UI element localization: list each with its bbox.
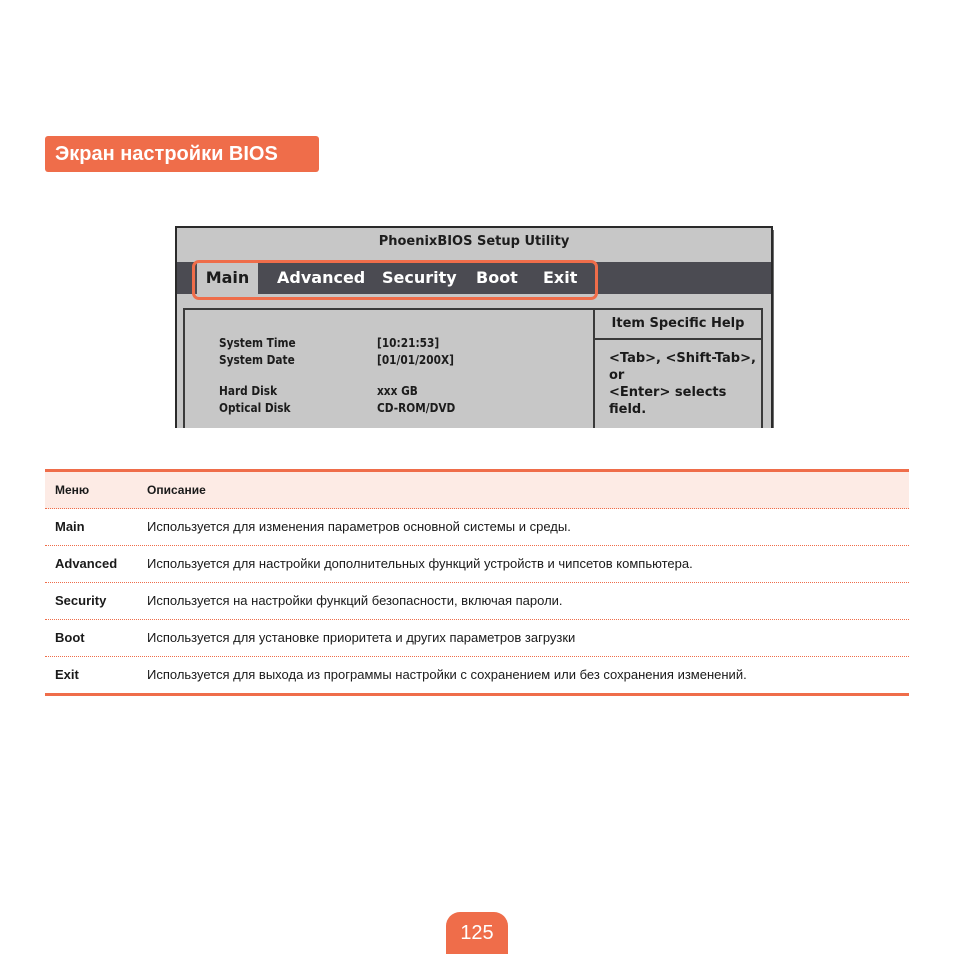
row-description: Используется для настройки дополнительных функций устройств и чипсетов компьютера.: [147, 556, 693, 571]
field-value-optical-disk: CD-ROM/DVD: [377, 401, 456, 415]
field-value-system-date[interactable]: [01/01/200X]: [377, 353, 454, 367]
menu-highlight-frame: [192, 260, 598, 300]
bios-menu-boot[interactable]: Boot: [476, 268, 518, 287]
bios-menu-advanced[interactable]: Advanced: [277, 268, 366, 287]
row-menu: Boot: [55, 630, 85, 645]
bios-help-panel: [593, 308, 763, 428]
field-label-system-time: System Time: [219, 336, 296, 350]
page-number: 125: [446, 912, 508, 954]
table-header-row: [45, 472, 909, 509]
bios-menu-main[interactable]: Main: [197, 262, 258, 294]
help-text-line-2: <Enter> selects field.: [609, 385, 727, 417]
table-row: [45, 657, 909, 693]
bios-title: PhoenixBIOS Setup Utility: [378, 234, 570, 249]
table-row: [45, 620, 909, 657]
row-description: Используется для выхода из программы настройки с сохранением или без сохранения изменений.: [147, 667, 747, 682]
section-title: Экран настройки BIOS: [45, 136, 319, 172]
menu-description-table: [45, 469, 909, 696]
field-value-system-time[interactable]: [10:21:53]: [377, 336, 440, 350]
table-row: [45, 583, 909, 620]
bios-menu-exit[interactable]: Exit: [543, 268, 578, 287]
row-menu: Main: [55, 519, 85, 534]
help-header: Item Specific Help: [595, 310, 761, 340]
bios-menu-security[interactable]: Security: [382, 268, 457, 287]
field-label-hard-disk: Hard Disk: [219, 384, 278, 398]
table-row: [45, 509, 909, 546]
row-description: Используется для установке приоритета и других параметров загрузки: [147, 630, 576, 645]
bios-screenshot: [175, 226, 773, 428]
field-label-system-date: System Date: [219, 353, 295, 367]
field-value-hard-disk: xxx GB: [377, 384, 418, 398]
row-menu: Security: [55, 593, 107, 608]
header-menu: Меню: [55, 483, 90, 497]
header-description: Описание: [147, 483, 206, 497]
help-text: [595, 340, 761, 418]
row-description: Используется для изменения параметров основной системы и среды.: [147, 519, 571, 534]
row-menu: Exit: [55, 667, 79, 682]
help-text-line-1: <Tab>, <Shift-Tab>, or: [609, 351, 756, 383]
field-label-optical-disk: Optical Disk: [219, 401, 291, 415]
table-row: [45, 546, 909, 583]
row-description: Используется на настройки функций безопасности, включая пароли.: [147, 593, 563, 608]
row-menu: Advanced: [55, 556, 118, 571]
